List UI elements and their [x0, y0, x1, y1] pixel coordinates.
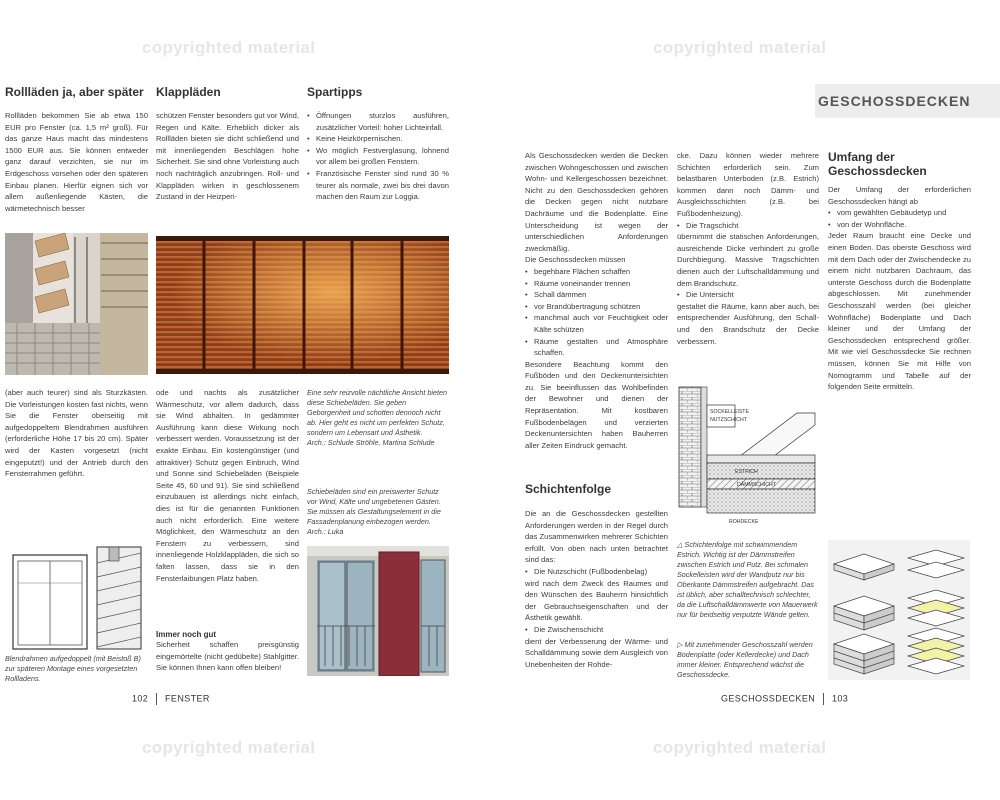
list-item: • Französische Fenster sind rund 30 % teurer als normale, zwei bis drei davon machen den Raum zur Loggia. — [307, 168, 449, 203]
heading-spartipps: Spartipps — [307, 85, 363, 99]
section-title-bar — [815, 84, 1000, 118]
illustration-geschossdecken — [828, 540, 970, 680]
subheading-immer-noch-gut: Immer noch gut — [156, 630, 217, 639]
intro-text: Als Geschossdecken werden die Decken zwischen Wohngeschossen und zwischen Wohn- und Kellergeschossen bezeichnet. Nicht zu den Geschossdecken gehören die Decken gegen nicht nutzbare Dachräume und die Bodenplatte. Eine Unterscheidung ist wegen der unterschiedlichen Anforderungen zweckmäßig. — [525, 151, 668, 253]
schicht-list — [525, 566, 668, 578]
nutzschicht-text: wird nach dem Zweck des Raumes und den Wünschen des Bauherrn hinsichtlich der Gebrauchseigenschaften und der Ästhetik gewählt. — [525, 578, 668, 623]
caption-text: Eine sehr reizvolle nächtliche Ansicht bieten diese Schiebeläden. Sie geben Geborgenheit und schotten dennoch nicht ab. Hier geht es nicht um perfekten Schutz, sondern um Lebensart und Ästhetik. — [307, 388, 447, 437]
klapplaeden-text-bottom: ode und nachts als zusätzlicher Wärmeschutz, vor allem dadurch, dass sie Wind abhalten. In gedämmter Ausführung kann diese Wirkung noch verbessert werden. Voraussetzung ist der exakte Einbau. Ein kostengünstiger (und attraktiver) Schutz gegen Einbruch, Wind und Sonne sind Schiebeläden (Beispiele Seite 45, 60 und 91). Sie sind schließend einzubauen ist allerdings nicht einfach, dies ist für die genannten Funktionen auch nicht erforderlich. Eine weitere Möglichkeit, den Wärmeschutz an den Fenstern zu verbessern, sind innenliegende Holzklappläden, die sich so falten lassen, dass sie in den Fensterlaibungen Platz haben. — [156, 388, 299, 583]
section-title: GESCHOSSDECKEN — [818, 93, 971, 109]
triangle-icon: △ — [677, 540, 685, 549]
list-item: • Wo möglich Festverglasung, lohnend vor allem bei großen Fenstern. — [307, 145, 449, 168]
heading-rolllaeden: Rollläden ja, aber später — [5, 85, 144, 99]
schicht-list — [525, 624, 668, 636]
schichtenfolge-text — [525, 508, 668, 670]
caption-schiebelaeden-nacht — [307, 388, 449, 448]
list-item: • Öffnungen sturzlos ausführen, zusätzlicher Vorteil: hoher Lichteinfall. — [307, 110, 449, 133]
caption-text: Mit zunehmender Geschosszahl werden Bodenplatte (oder Kellerdecke) und Dach immer kleiner. Entsprechend wächst die Geschossdecke. — [677, 640, 813, 679]
klapplaeden-text-top: schützen Fenster besonders gut vor Wind, Regen und Kälte. Erheblich dicker als Rollläden bieten sie dicht schließend und mit innenliegenden Beschlägen hohe Sicherheit. Sie sind ohne Vorleistung auch noch nachträglich anzubringen. Roll- und Klappläden wirken in geschlossenem Zustand in der Heizperi- — [156, 111, 299, 202]
rolllaeden-text-top: Rollläden bekommen Sie ab etwa 150 EUR pro Fenster (ca. 1,5 m² groß). Für das ganze Haus macht das mindestens 1500 EUR aus. Sie können entweder ganz darauf verzichten, sie nur im Erdgeschoss vorsehen oder den späteren Einbau planen. Hierfür eignen sich vor allem außenliegende Kästen, die wärmetechnisch besser — [5, 111, 148, 213]
label-rohdecke: ROHDECKE — [729, 519, 759, 525]
list-item: • Räume voneinander trennen — [525, 278, 668, 290]
caption-credit: Arch.: Schlude Ströhle, Martina Schlude — [307, 438, 435, 447]
diagram-schichtenfolge — [677, 385, 819, 530]
heading-schichtenfolge: Schichtenfolge — [525, 482, 612, 496]
nutzschicht-label: • Die Nutzschicht (Fußbodenbelag) — [525, 566, 668, 578]
heading-klapplaeden: Klappläden — [156, 85, 221, 99]
caption-blendrahmen: Blendrahmen aufgedoppelt (mit Beistoß B) zur späteren Montage eines vorgesetzten Rollladens. — [5, 654, 141, 683]
triangle-icon: ▷ — [677, 640, 685, 649]
tragschicht-text: übernimmt die statischen Anforderungen, ausreichende Dicke verhindert zu große Durchbiegung. Massive Tragschichten dienen auch der Luftschalldämmung und dem Brandschutz. — [677, 232, 819, 288]
page-number: 102 — [132, 693, 149, 704]
tragschicht-label: • Die Tragschicht — [677, 220, 819, 232]
immer-noch-gut-text: Sicherheit schaffen preisgünstig eingemörtelte (nicht gedübelte) Stahlgitter. Sie können Ihnen kann offen bleiben! — [156, 640, 299, 673]
anforderungen-list — [525, 266, 668, 359]
geschossdecken-col2 — [677, 150, 819, 347]
list-item: • Schall dämmen — [525, 289, 668, 301]
list-item: • Räume gestalten und Atmosphäre schaffen. — [525, 336, 668, 359]
heading-umfang: Umfang der Geschossdecken — [828, 150, 927, 178]
running-head: FENSTER — [165, 693, 210, 704]
list-item: • vom gewählten Gebäudetyp und — [828, 207, 971, 219]
caption-schichtenfolge — [677, 540, 819, 620]
untersicht-text: gestaltet die Räume, kann aber auch, bei entsprechender Ausführung, den Schall- und den Brandschutz der Decke verbessern. — [677, 301, 819, 346]
caption-schiebelaeden: Schiebeläden sind ein preiswerter Schutz vor Wind, Kälte und ungebetenen Gästen. Sie müssen als Gestaltungselement in die Fassadenplanung einbezogen werden. Arch.: Luka — [307, 487, 441, 536]
list-item: • Keine Heizkörpernischen. — [307, 133, 449, 145]
caption-text: Schichtenfolge mit schwimmendem Estrich. Wichtig ist der Dämmstreifen zwischen Estrich und Putz. Bei schmalen Sockelleisten wird der Wandputz nur bis Oberkante Dämmstreifen aufgebracht. Das ist üblich, aber schalltechnisch schlechter, da die Luftschalldämmwerte von Mauerwerk nur für beidseitig verputzte Wände gelten. — [677, 540, 818, 619]
label-daemmschicht: DÄMMSCHICHT — [737, 482, 776, 488]
photo-fassade-schiebeladen — [307, 546, 449, 676]
list-item: • von der Wohnfläche. — [828, 219, 971, 231]
page-footer-right — [721, 693, 848, 705]
geschossdecken-col1 — [525, 150, 668, 451]
label-nutzschicht: NUTZSCHICHT — [710, 417, 747, 423]
list-item: • begehbare Flächen schaffen — [525, 266, 668, 278]
list-item: • vor Brandübertragung schützen — [525, 301, 668, 313]
text-after-list: Besondere Beachtung kommt den Fußböden und den Deckenuntersichten zu. Sie beeinflussen das Wohlbefinden der Bewohner und dienen der Repräsentation. Mit kostbaren Fußbodenbelägen und verzierten Deckenuntersichten haben Bauherren aller Zeiten Eindruck gemacht. — [525, 359, 668, 450]
page-footer-left — [132, 693, 210, 705]
zwischenschicht-text: dient der Verbesserung der Wärme- und Schalldämmung sowie dem Ausgleich von Unebenheiten der Rohde- — [525, 636, 668, 669]
list-intro: Die Geschossdecken müssen — [525, 255, 626, 265]
col2-text-top: cke. Dazu können wieder mehrere Schichten erforderlich sein. Zum belastbaren Unterboden (z.B. Estrich) kommen dann noch Dämm- und Ausgleichsschichten (z.B. bei Fußbodenheizung). — [677, 151, 819, 218]
watermark: copyrighted material — [142, 38, 316, 57]
photo-schiebelaeden-nacht — [156, 236, 449, 374]
watermark: copyrighted material — [653, 738, 827, 757]
umfang-list — [828, 207, 971, 230]
caption-geschosszahl — [677, 640, 819, 680]
umfang-intro: Der Umfang der erforderlichen Geschossdecken hängt ab — [828, 185, 971, 206]
photo-rolllaeden — [5, 233, 148, 375]
label-sockelleiste: SOCKELLEISTE — [710, 409, 749, 415]
schicht-list — [677, 220, 819, 232]
schicht-list — [677, 289, 819, 301]
untersicht-label: • Die Untersicht — [677, 289, 819, 301]
rolllaeden-text-bottom: (aber auch teurer) sind als Sturzkästen. Die Vorleistungen kosten fast nichts, wenn Sie die Fenster oberseitig mit aufgedoppeltem Blendrahmen ausführen (erforderliche Höhe 17 bis 20 cm). Später wird der Kasten vorgesetzt (nicht eingeputzt!) und der Antrieb durch den Fensterrahmen geführt. — [5, 388, 148, 479]
watermark: copyrighted material — [653, 38, 827, 57]
zwischenschicht-label: • Die Zwischenschicht — [525, 624, 668, 636]
umfang-text — [828, 184, 971, 393]
label-estrich: ESTRICH — [735, 469, 758, 475]
sketch-blendrahmen — [5, 543, 148, 651]
spartipps-list — [307, 110, 449, 203]
running-head: GESCHOSSDECKEN — [721, 693, 816, 704]
schicht-intro: Die an die Geschossdecken gestellten Anforderungen werden in der Regel durch das Zusammenwirken mehrerer Schichten erfüllt. Von oben nach unten betrachtet sind das: — [525, 509, 668, 565]
umfang-text-after: Jeder Raum braucht eine Decke und einen Boden. Das oberste Geschoss wird mit dem Dach oder der Zwischendecke zu einem nicht nutzbaren Dachraum, das unterste Geschoss durch die Bodenplatte abgeschlossen. Mit zunehmender Geschosszahl werden (bei gleicher Wohnfläche) Bodenplatte und Dach kleiner und der Umfang der Geschossdecken entsprechend größer. Mit wie viel Geschossdecke Sie rechnen müssen, können Sie mit Hilfe von Nomogramm und Tabelle auf der folgenden Seite ermitteln. — [828, 231, 971, 392]
page-number: 103 — [831, 693, 849, 704]
list-item: • manchmal auch vor Feuchtigkeit oder Kälte schützen — [525, 312, 668, 335]
watermark: copyrighted material — [142, 738, 316, 757]
